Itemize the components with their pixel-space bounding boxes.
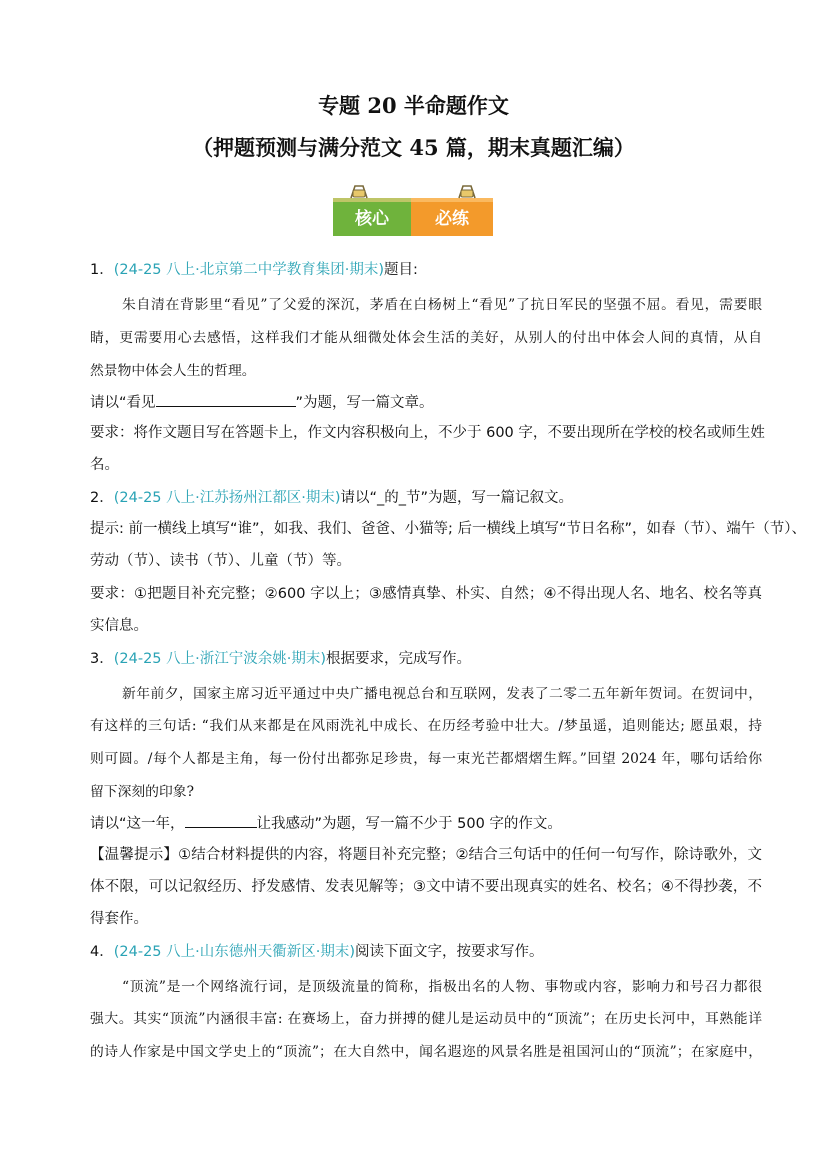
- q3-tip-line: 得套作。: [90, 911, 148, 927]
- q3-source: (24-25 八上·浙江宁波余姚·期末): [113, 651, 327, 667]
- banner-right-label: 必练: [435, 209, 469, 229]
- q2-number: 2．: [90, 490, 114, 506]
- q3-prompt: [90, 813, 762, 834]
- q3-material-line: 有这样的三句话: “我们从来都是在风雨洗礼中成长、在历经考验中壮大。/梦虽遥，追则能达; 愿虽艰，持: [90, 718, 762, 734]
- q3-number: 3．: [90, 651, 114, 667]
- q1-number: 1．: [90, 262, 114, 278]
- q1-lead: 题目:: [384, 262, 418, 278]
- q3-material-line: 新年前夕，国家主席习近平通过中央广播电视总台和互联网，发表了二零二五年新年贺词。在贺词中，: [122, 686, 762, 702]
- q3-lead: 根据要求，完成写作。: [326, 651, 472, 667]
- q1-prompt-post: ”为题，写一篇文章。: [295, 395, 434, 411]
- q3-prompt-pre: 请以“这一年，: [90, 816, 185, 832]
- q2-requirement-line: 要求：①把题目补充完整；②600 字以上；③感情真挚、朴实、自然；④不得出现人名、地名、校名等真: [90, 586, 762, 602]
- banner-left-label: 核心: [355, 209, 389, 229]
- q3-tip-line: 体不限，可以记叙经历、抒发感情、发表见解等；③文中请不要出现真实的姓名、校名；④不得抄袭，不: [90, 879, 762, 895]
- q1-heading: [90, 260, 762, 280]
- q1-material-line: 然景物中体会人生的哲理。: [90, 363, 256, 379]
- q2-source: (24-25 八上·江苏扬州江都区·期末): [113, 490, 341, 506]
- q1-prompt: [90, 392, 762, 413]
- q3-material-line: 留下深刻的印象?: [90, 784, 194, 800]
- banner-clip-icon: [333, 182, 493, 238]
- q1-prompt-pre: 请以“看见: [90, 395, 156, 411]
- q2-requirement-line: 实信息。: [90, 618, 148, 634]
- page-subtitle: （押题预测与满分范文 45 篇，期末真题汇编）: [192, 135, 635, 160]
- q4-source: (24-25 八上·山东德州天衢新区·期末): [113, 944, 356, 960]
- q3-material-line: 则可圆。/每个人都是主角，每一份付出都弥足珍贵，每一束光芒都熠熠生辉。”回望 2024 年，哪句话给你: [90, 751, 762, 767]
- q2-hint-line: 劳动（节）、读书（节）、儿童（节）等。: [90, 553, 351, 569]
- q1-requirement-line: 要求：将作文题目写在答题卡上，作文内容积极向上，不少于 600 字，不要出现所在学校的校名或师生姓: [90, 425, 765, 441]
- q1-title-blank: [156, 392, 296, 407]
- q1-requirement-line: 名。: [90, 457, 119, 473]
- q4-material-line: 强大。其实“顶流”内涵很丰富: 在赛场上，奋力拼搏的健儿是运动员中的“顶流”；在历史长河中，耳熟能详: [90, 1011, 762, 1027]
- q4-heading: [90, 942, 762, 962]
- q3-heading: [90, 649, 762, 669]
- q4-lead: 阅读下面文字，按要求写作。: [355, 944, 544, 960]
- q1-material-line: 睛，更需要用心去感悟，这样我们才能从细微处体会生活的美好，从别人的付出中体会人间的真情，从自: [90, 330, 762, 346]
- page-title: 专题 20 半命题作文: [318, 93, 509, 118]
- q4-material-line: 的诗人作家是中国文学史上的“顶流”；在大自然中，闻名遐迩的风景名胜是祖国河山的“顶流”；在家庭中，: [90, 1044, 762, 1060]
- q1-source: (24-25 八上·北京第二中学教育集团·期末): [113, 262, 385, 278]
- q1-material-line: 朱自清在背影里“看见”了父爱的深沉，茅盾在白杨树上“看见”了抗日军民的坚强不屈。看见，需要眼: [122, 297, 762, 313]
- core-practice-banner: [333, 182, 493, 238]
- q4-material-line: “顶流”是一个网络流行词，是顶级流量的简称，指极出名的人物、事物或内容，影响力和号召力都很: [122, 979, 762, 995]
- q2-heading: [90, 488, 762, 508]
- q3-title-blank: [185, 813, 257, 828]
- q4-number: 4．: [90, 944, 114, 960]
- q3-tip-line: 【温馨提示】①结合材料提供的内容，将题目补充完整；②结合三句话中的任何一句写作，除诗歌外，文: [90, 847, 762, 863]
- q3-prompt-post: 让我感动”为题，写一篇不少于 500 字的作文。: [256, 816, 562, 832]
- q2-hint-line: 提示: 前一横线上填写“谁”，如我、我们、爸爸、小猫等; 后一横线上填写“节日名称”，如春（节）、端午（节）、: [90, 521, 807, 537]
- q2-lead: 请以“_的_节”为题，写一篇记叙文。: [340, 490, 574, 506]
